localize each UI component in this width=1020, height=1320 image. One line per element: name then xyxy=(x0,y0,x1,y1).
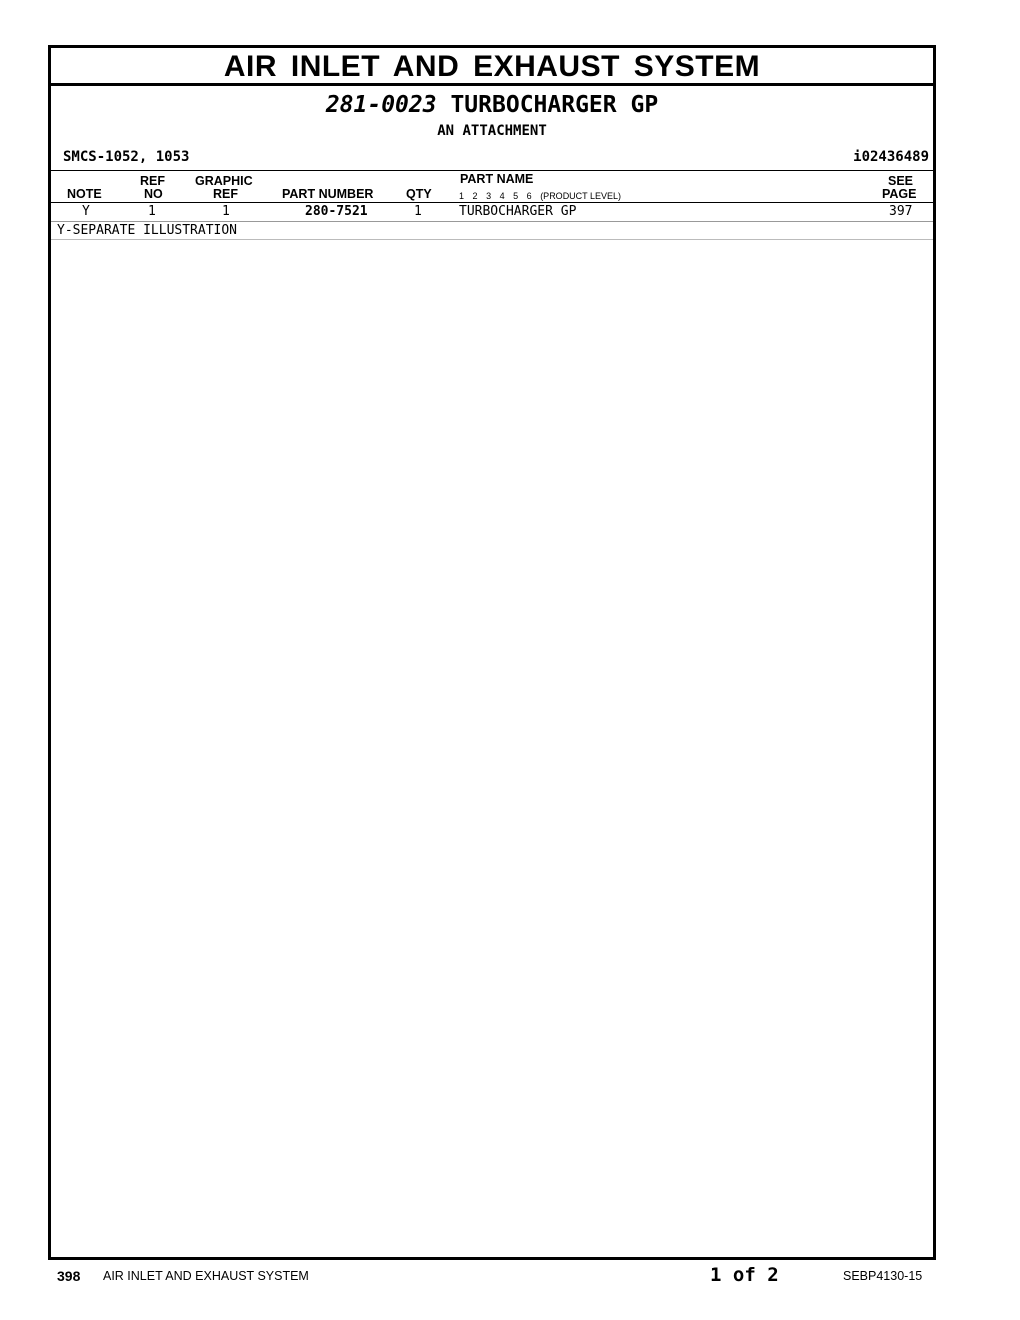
group-name: TURBOCHARGER GP xyxy=(450,92,659,118)
col-qty: QTY xyxy=(406,187,432,201)
cell-see-page[interactable]: 397 xyxy=(889,204,913,219)
col-graphic-ref-line1: GRAPHIC xyxy=(195,174,253,188)
level-6: 6 xyxy=(526,191,532,201)
footer-page-number: 398 xyxy=(57,1268,81,1284)
col-part-number: PART NUMBER xyxy=(282,187,374,201)
group-subtitle: AN ATTACHMENT xyxy=(437,123,547,139)
note-separate-illustration: Y-SEPARATE ILLUSTRATION xyxy=(57,223,238,238)
group-title xyxy=(51,92,933,118)
section-title: AIR INLET AND EXHAUST SYSTEM xyxy=(51,48,933,86)
illustration-id: i02436489 xyxy=(853,149,929,165)
cell-qty: 1 xyxy=(414,204,422,219)
col-see-page-line2: PAGE xyxy=(882,187,917,201)
notes-row xyxy=(51,222,933,240)
group-part-number: 281-0023 xyxy=(325,92,437,118)
level-1: 1 xyxy=(459,191,465,201)
col-product-levels xyxy=(459,189,621,203)
col-ref-no-line1: REF xyxy=(140,174,165,188)
footer-section-name: AIR INLET AND EXHAUST SYSTEM xyxy=(103,1269,309,1283)
cell-part-name: TURBOCHARGER GP xyxy=(459,204,577,219)
page-footer xyxy=(0,1260,1020,1290)
parts-page-frame xyxy=(48,45,936,1260)
col-part-name: PART NAME xyxy=(460,172,534,186)
smcs-codes: SMCS-1052, 1053 xyxy=(63,149,190,165)
col-note: NOTE xyxy=(67,187,102,201)
level-3: 3 xyxy=(486,191,492,201)
footer-page-of: 1 of 2 xyxy=(710,1264,779,1286)
col-graphic-ref-line2: REF xyxy=(213,187,238,201)
cell-note: Y xyxy=(82,204,90,219)
level-5: 5 xyxy=(513,191,519,201)
level-2: 2 xyxy=(472,191,478,201)
cell-graphic-ref: 1 xyxy=(222,204,230,219)
level-4: 4 xyxy=(499,191,505,201)
table-row xyxy=(51,203,933,222)
footer-document-id: SEBP4130-15 xyxy=(843,1269,923,1283)
col-see-page-line1: SEE xyxy=(888,174,914,188)
product-level-label: (PRODUCT LEVEL) xyxy=(540,191,622,201)
column-headers xyxy=(51,171,933,203)
cell-part-number[interactable]: 280-7521 xyxy=(305,204,368,219)
group-header xyxy=(51,86,933,171)
col-ref-no-line2: NO xyxy=(144,187,163,201)
cell-ref-no: 1 xyxy=(148,204,156,219)
